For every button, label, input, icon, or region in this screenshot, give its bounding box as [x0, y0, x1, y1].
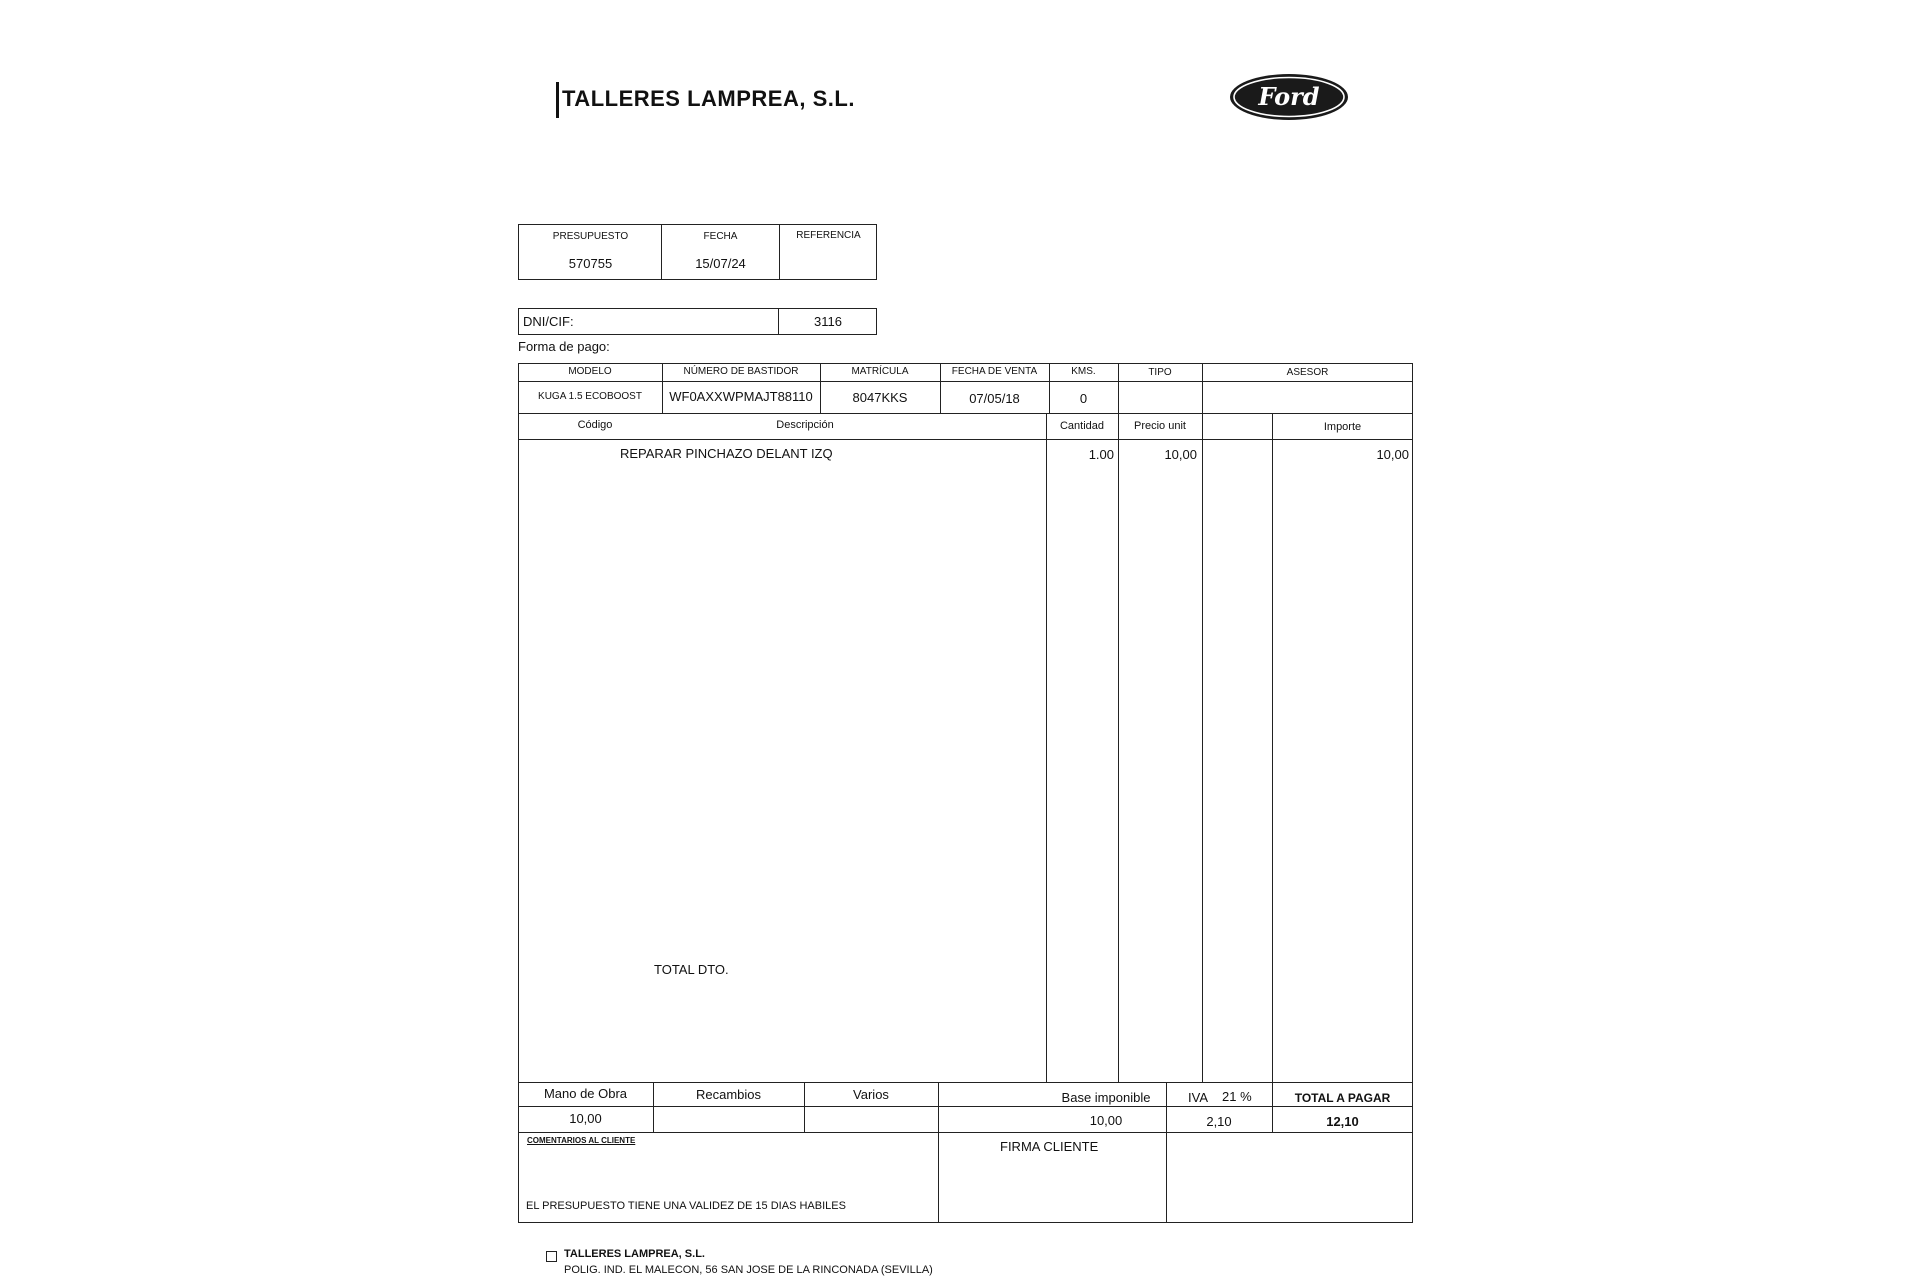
vehicle-model-header: MODELO: [568, 366, 612, 377]
footer-company-name: TALLERES LAMPREA, S.L.: [564, 1248, 705, 1260]
reference-label: REFERENCIA: [796, 230, 861, 241]
item-unit-price: 10,00: [1164, 447, 1197, 462]
dni-value: 3116: [814, 314, 842, 329]
dni-label: DNI/CIF:: [523, 314, 574, 329]
item-quantity: 1.00: [1088, 447, 1114, 462]
labor-value: 10,00: [569, 1111, 602, 1126]
items-description-header: Descripción: [776, 419, 834, 431]
vehicle-vin: WF0AXXWPMAJT88110: [669, 389, 813, 404]
vehicle-kms-header: KMS.: [1071, 366, 1096, 377]
total-value: 12,10: [1326, 1114, 1359, 1129]
total-label: TOTAL A PAGAR: [1294, 1091, 1391, 1105]
company-name-bar: [556, 82, 559, 118]
budget-number-label: PRESUPUESTO: [552, 231, 629, 242]
footer-checkbox-icon: [546, 1251, 557, 1262]
vat-rate: 21 %: [1222, 1089, 1252, 1104]
total-discount-label: TOTAL DTO.: [654, 962, 729, 977]
items-amount-header: Importe: [1323, 421, 1362, 433]
vat-value: 2,10: [1206, 1114, 1232, 1129]
budget-date: 15/07/24: [695, 256, 746, 271]
vehicle-plate-header: MATRÍCULA: [851, 366, 909, 377]
payment-method-label: Forma de pago:: [518, 339, 610, 354]
ford-logo-text: Ford: [1258, 82, 1320, 111]
company-name: TALLERES LAMPREA, S.L.: [562, 86, 855, 111]
ford-logo-icon: [1228, 72, 1350, 122]
vehicle-kms: 0: [1079, 391, 1088, 406]
vehicle-plate: 8047KKS: [852, 390, 908, 405]
vehicle-model: KUGA 1.5 ECOBOOST: [538, 391, 642, 402]
tax-base-label: Base imponible: [1061, 1090, 1151, 1105]
item-amount: 10,00: [1376, 447, 1409, 462]
tax-base-value: 10,00: [1089, 1113, 1123, 1128]
signature-label: FIRMA CLIENTE: [1000, 1139, 1099, 1154]
vat-label: IVA: [1188, 1090, 1208, 1105]
footer-address: POLIG. IND. EL MALECON, 56 SAN JOSE DE LA RINCONADA (SEVILLA): [564, 1264, 933, 1276]
labor-label: Mano de Obra: [543, 1086, 628, 1101]
misc-label: Varios: [853, 1087, 889, 1102]
items-quantity-header: Cantidad: [1059, 420, 1105, 432]
vehicle-vin-header: NÚMERO DE BASTIDOR: [683, 366, 799, 377]
vehicle-type-header: TIPO: [1148, 367, 1172, 378]
validity-note: EL PRESUPUESTO TIENE UNA VALIDEZ DE 15 DIAS HABILES: [526, 1200, 846, 1212]
vehicle-sale-date-header: FECHA DE VENTA: [951, 366, 1038, 377]
item-description: REPARAR PINCHAZO DELANT IZQ: [620, 446, 833, 461]
items-code-header: Código: [577, 419, 613, 431]
items-unit-price-header: Precio unit: [1134, 420, 1186, 432]
vehicle-sale-date: 07/05/18: [969, 391, 1020, 406]
vehicle-advisor-header: ASESOR: [1286, 367, 1329, 378]
budget-number: 570755: [568, 256, 613, 271]
parts-label: Recambios: [695, 1087, 762, 1102]
date-label: FECHA: [703, 231, 738, 242]
comments-label: COMENTARIOS AL CLIENTE: [527, 1136, 636, 1145]
